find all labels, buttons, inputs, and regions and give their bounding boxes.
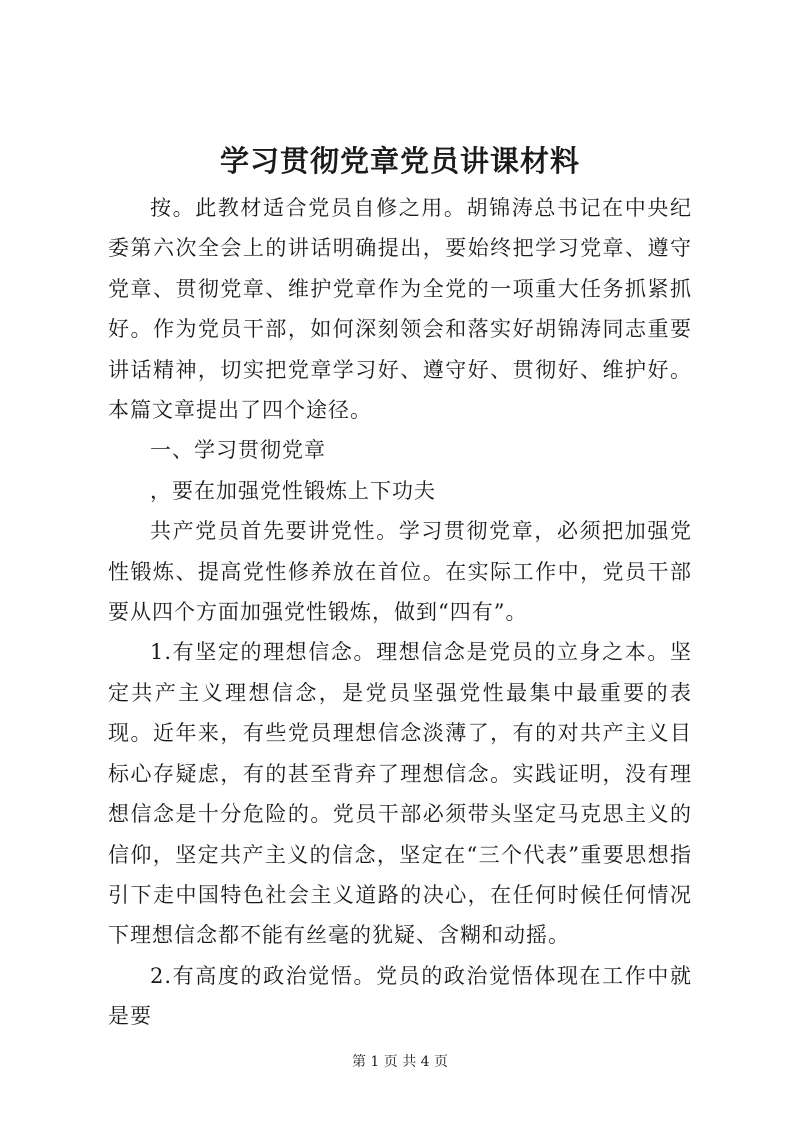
paragraph-intro: 按。此教材适合党员自修之用。胡锦涛总书记在中央纪委第六次全会上的讲话明确提出，要始终把学习党章、遵守党章、贯彻党章、维护党章作为全党的一项重大任务抓紧抓好。作为党员干部，如何深刻领会和落实好胡锦涛同志重要讲话精神，切实把党章学习好、遵守好、贯彻好、维护好。本篇文章提出了四个途径。: [108, 196, 692, 423]
page-footer: 第 1 页 共 4 页: [351, 1054, 449, 1070]
section-subheading: ，要在加强党性锻炼上下功夫: [150, 478, 436, 503]
paragraph-point-1: 1.有坚定的理想信念。理想信念是党员的立身之本。坚定共产主义理想信念，是党员坚强党性最集中最重要的表现。近年来，有些党员理想信念淡薄了，有的对共产主义目标心存疑虑，有的甚至背弃了理想信念。实践证明，没有理想信念是十分危险的。党员干部必须带头坚定马克思主义的信仰，坚定共产主义的信念，坚定在“三个代表”重要思想指引下走中国特色社会主义道路的决心，在任何时候任何情况下理想信念都不能有丝毫的犹疑、含糊和动摇。: [108, 640, 692, 948]
document-title: 学习贯彻党章党员讲课材料: [219, 144, 580, 178]
section-heading: 一、学习贯彻党章: [150, 438, 326, 463]
paragraph-party-spirit: 共产党员首先要讲党性。学习贯彻党章，必须把加强党性锻炼、提高党性修养放在首位。在实际工作中，党员干部要从四个方面加强党性锻炼，做到“四有”。: [108, 519, 692, 625]
document-body: [108, 188, 692, 1037]
paragraph-point-2: 2.有高度的政治觉悟。党员的政治觉悟体现在工作中就是要: [108, 963, 692, 1029]
